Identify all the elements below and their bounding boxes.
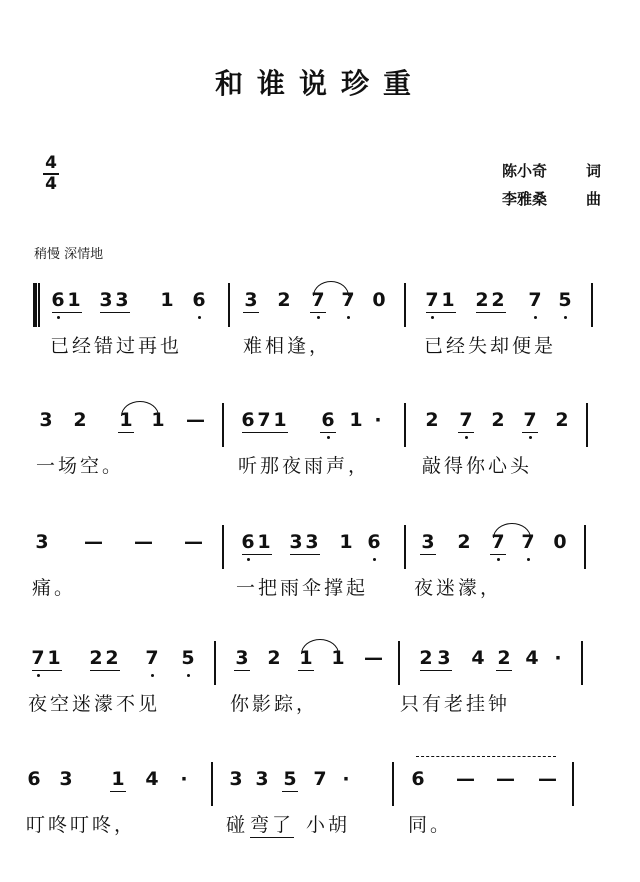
low-octave-dot: [37, 674, 40, 677]
lyric-phrase: 已经失却便是: [424, 335, 557, 357]
note: 7: [425, 289, 439, 311]
note: 1: [257, 531, 271, 553]
lyric-phrase: 难相逢，: [243, 335, 332, 357]
note: 1: [299, 647, 313, 669]
low-octave-dot: [527, 558, 530, 561]
low-octave-dot: [373, 558, 376, 561]
lyric-phrase: 一把雨伞撑起: [236, 577, 369, 599]
beam: [282, 791, 298, 792]
score-line-1: [0, 283, 640, 403]
low-octave-dot: [347, 316, 350, 319]
note: 3: [255, 768, 269, 790]
note: 3: [305, 531, 319, 553]
note: 2: [555, 409, 569, 431]
low-octave-dot: [247, 558, 250, 561]
low-octave-dot: [431, 316, 434, 319]
note: 1: [349, 409, 363, 431]
note: 3: [244, 289, 258, 311]
note: ·: [554, 647, 562, 669]
note: 3: [59, 768, 73, 790]
note: 6: [51, 289, 65, 311]
note: 6: [321, 409, 335, 431]
note: 1: [119, 409, 133, 431]
low-octave-dot: [57, 316, 60, 319]
lyric-phrase: 你影踪，: [230, 693, 319, 715]
beam: [100, 312, 130, 313]
score-line-4: [0, 641, 640, 761]
low-octave-dot: [534, 316, 537, 319]
note: ·: [374, 409, 382, 431]
note: 3: [229, 768, 243, 790]
composer-name: 李雅桑: [502, 190, 548, 208]
lyric-phrase: 同。: [408, 814, 453, 836]
score-line-3: [0, 525, 640, 645]
beam: [496, 670, 512, 671]
barline: [222, 403, 224, 447]
low-octave-dot: [497, 558, 500, 561]
barline: [211, 762, 213, 806]
lyricist-credit: [502, 160, 602, 181]
lyricist-role: 词: [586, 162, 602, 180]
note: 1: [47, 647, 61, 669]
note: 2: [277, 289, 291, 311]
low-octave-dot: [198, 316, 201, 319]
lyric-phrase: 一场空。: [36, 455, 125, 477]
note: 6: [411, 768, 425, 790]
beam: [522, 432, 538, 433]
note: 3: [421, 531, 435, 553]
note: 5: [283, 768, 297, 790]
note: 7: [491, 531, 505, 553]
beam: [420, 554, 436, 555]
low-octave-dot: [151, 674, 154, 677]
lyric-phrase: 夜迷濛，: [414, 577, 503, 599]
beam: [298, 670, 314, 671]
beam: [490, 554, 506, 555]
beam: [310, 312, 326, 313]
lyric-phrase: 痛。: [32, 577, 77, 599]
song-title: 和谁说珍重: [214, 67, 425, 100]
beam: [476, 312, 506, 313]
note: 6: [241, 531, 255, 553]
score-line-2: [0, 403, 640, 523]
low-octave-dot: [317, 316, 320, 319]
note: 3: [437, 647, 451, 669]
lyric-phrase: 已经错过再也: [50, 335, 183, 357]
note: 2: [491, 409, 505, 431]
composer-role: 曲: [586, 190, 602, 208]
note: 1: [160, 289, 174, 311]
time-signature-bottom: 4: [45, 174, 57, 194]
note: 2: [497, 647, 511, 669]
note: 1: [67, 289, 81, 311]
lyric-phrase-underlined: 弯了: [250, 810, 294, 838]
note: 0: [372, 289, 386, 311]
note: 5: [181, 647, 195, 669]
note: 2: [425, 409, 439, 431]
note: 2: [267, 647, 281, 669]
note: 6: [241, 409, 255, 431]
note: 2: [457, 531, 471, 553]
low-octave-dot: [327, 436, 330, 439]
lyric-phrase: 敲得你心头: [422, 455, 533, 477]
note: 4: [525, 647, 539, 669]
note: 3: [289, 531, 303, 553]
note: —: [84, 531, 103, 553]
note: 6: [367, 531, 381, 553]
beam: [290, 554, 320, 555]
barline: [398, 641, 400, 685]
note: 2: [491, 289, 505, 311]
beam: [52, 312, 82, 313]
beam: [242, 554, 272, 555]
note: 7: [145, 647, 159, 669]
time-signature: [42, 154, 60, 194]
note: 7: [528, 289, 542, 311]
note: 1: [441, 289, 455, 311]
lyric-phrase: 夜空迷濛不见: [28, 693, 161, 715]
note: 0: [553, 531, 567, 553]
beam: [420, 670, 452, 671]
beam: [110, 791, 126, 792]
beam: [426, 312, 456, 313]
note: 3: [115, 289, 129, 311]
note: 2: [419, 647, 433, 669]
note: 3: [99, 289, 113, 311]
barline: [392, 762, 394, 806]
note: 7: [257, 409, 271, 431]
note: 1: [331, 647, 345, 669]
low-octave-dot: [187, 674, 190, 677]
tempo-marking: 稍慢 深情地: [34, 247, 104, 262]
note: 7: [523, 409, 537, 431]
low-octave-dot: [465, 436, 468, 439]
barline: [572, 762, 574, 806]
beam: [90, 670, 120, 671]
note: 3: [39, 409, 53, 431]
beam: [118, 432, 134, 433]
note: 1: [273, 409, 287, 431]
note: 1: [151, 409, 165, 431]
note: ·: [342, 768, 350, 790]
barline: [581, 641, 583, 685]
beam: [32, 670, 62, 671]
time-signature-top: 4: [45, 153, 57, 173]
note: 7: [521, 531, 535, 553]
barline: [404, 403, 406, 447]
barline: [222, 525, 224, 569]
barline: [33, 283, 37, 327]
note: —: [184, 531, 203, 553]
lyric-phrase: 小胡: [306, 814, 351, 836]
beam: [458, 432, 474, 433]
note: 2: [89, 647, 103, 669]
note: 7: [31, 647, 45, 669]
note: 7: [311, 289, 325, 311]
lyric-phrase: 只有老挂钟: [400, 693, 511, 715]
lyric-phrase: 碰: [226, 814, 249, 836]
note: 7: [459, 409, 473, 431]
barline: [586, 403, 588, 447]
note: 3: [235, 647, 249, 669]
dashed-guide: [416, 756, 556, 757]
score-line-5: [0, 762, 640, 882]
note: —: [456, 768, 475, 790]
note: 3: [35, 531, 49, 553]
note: —: [186, 409, 205, 431]
note: 6: [27, 768, 41, 790]
lyric-phrase: 听那夜雨声，: [238, 455, 371, 477]
note: 4: [145, 768, 159, 790]
barline: [38, 283, 40, 327]
beam: [242, 432, 288, 433]
barline: [228, 283, 230, 327]
note: —: [364, 647, 383, 669]
note: —: [134, 531, 153, 553]
note: —: [538, 768, 557, 790]
barline: [404, 525, 406, 569]
lyric-phrase: 叮咚叮咚，: [26, 814, 137, 836]
note: 2: [475, 289, 489, 311]
note: ·: [180, 768, 188, 790]
barline: [214, 641, 216, 685]
note: 1: [111, 768, 125, 790]
note: 4: [471, 647, 485, 669]
barline: [591, 283, 593, 327]
barline: [404, 283, 406, 327]
composer-credit: [502, 188, 602, 209]
note: 2: [73, 409, 87, 431]
note: —: [496, 768, 515, 790]
beam: [234, 670, 250, 671]
lyricist-name: 陈小奇: [502, 162, 548, 180]
beam: [320, 432, 336, 433]
note: 2: [105, 647, 119, 669]
note: 5: [558, 289, 572, 311]
barline: [584, 525, 586, 569]
note: 1: [339, 531, 353, 553]
note: 7: [341, 289, 355, 311]
beam: [243, 312, 259, 313]
note: 6: [192, 289, 206, 311]
low-octave-dot: [529, 436, 532, 439]
low-octave-dot: [564, 316, 567, 319]
note: 7: [313, 768, 327, 790]
